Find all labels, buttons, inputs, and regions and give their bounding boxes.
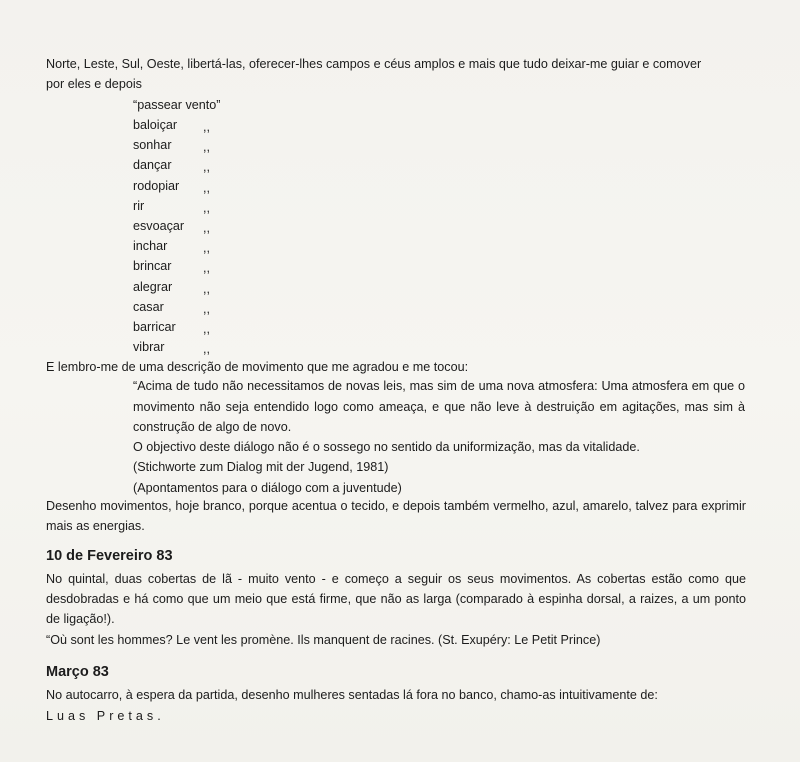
wind-verb-item: alegrar ,, <box>133 277 253 297</box>
wind-verb-item: rir ,, <box>133 196 253 216</box>
drawing-paragraph: Desenho movimentos, hoje branco, porque acentua o tecido, e depois também vermelho, azul, amarelo, talvez para exprimir mais as energias. <box>46 499 746 533</box>
wind-verb-item: esvoaçar ,, <box>133 216 253 236</box>
ditto-mark: ,, <box>203 120 210 134</box>
wind-verb-item: barricar ,, <box>133 317 253 337</box>
march-date-heading: Março 83 <box>46 664 109 680</box>
ditto-mark: ,, <box>203 140 210 155</box>
february-date-heading: 10 de Fevereiro 83 <box>46 548 173 564</box>
wind-verb-item: vibrar ,, <box>133 337 253 357</box>
quote-objective: O objectivo deste diálogo não é o sossego no sentido da uniformização, mas da vitalidade. <box>133 440 640 454</box>
wind-verb-item: casar ,, <box>133 297 253 317</box>
ditto-mark: ,, <box>203 261 210 276</box>
wind-verb-item: dançar ,, <box>133 155 253 175</box>
wind-verb-item: brincar ,, <box>133 256 253 276</box>
intro-line-1: Norte, Leste, Sul, Oeste, libertá-las, oferecer-lhes campos e céus amplos e mais que tudo deixar-me guiar e comover <box>46 57 702 71</box>
quote-source-german: (Stichworte zum Dialog mit der Jugend, 1981) <box>133 460 389 474</box>
quote-paragraph: “Acima de tudo não necessitamos de novas leis, mas sim de uma nova atmosfera: Uma atmosfera em que o movimento não seja entendido logo como ameaça, e que não leve à destruição em agitações, mas sim à construção de algo de novo. <box>133 379 745 434</box>
wind-verb-item: inchar ,, <box>133 236 253 256</box>
wind-verb-item: sonhar ,, <box>133 135 253 155</box>
quote-source-portuguese: (Apontamentos para o diálogo com a juventude) <box>133 481 402 495</box>
remember-line: E lembro-me de uma descrição de movimento que me agradou e me tocou: <box>46 360 469 374</box>
ditto-mark: ,, <box>203 220 210 235</box>
february-paragraph: No quintal, duas cobertas de lã - muito vento - e começo a seguir os seus movimentos. As cobertas estão como que desdobradas e há como que um meio que está firme, que não as larga (comparado à espinha dorsal, a raizes, a um ponto de ligação!). <box>46 572 746 626</box>
march-paragraph: No autocarro, à espera da partida, desenho mulheres sentadas lá fora no banco, chamo-as intuitivamente de: <box>46 688 658 702</box>
ditto-mark: ,, <box>203 241 210 256</box>
ditto-mark: ,, <box>203 301 210 316</box>
ditto-mark: ,, <box>203 200 210 215</box>
wind-heading: “passear vento” <box>133 98 221 112</box>
intro-line-2: por eles e depois <box>46 77 142 91</box>
luas-pretas-title: Luas Pretas. <box>46 709 165 723</box>
ditto-mark: ,, <box>203 281 210 296</box>
exupery-quote: “Où sont les hommes? Le vent les promène. Ils manquent de racines. (St. Exupéry: Le Petit Prince) <box>46 633 601 647</box>
wind-verb-item: baloiçar ,, <box>133 115 253 135</box>
ditto-mark: ,, <box>203 321 210 336</box>
ditto-mark: ,, <box>203 160 210 175</box>
ditto-mark: ,, <box>203 342 210 357</box>
ditto-mark: ,, <box>203 180 210 195</box>
wind-verb-item: rodopiar ,, <box>133 176 253 196</box>
wind-verb-list <box>133 115 253 357</box>
